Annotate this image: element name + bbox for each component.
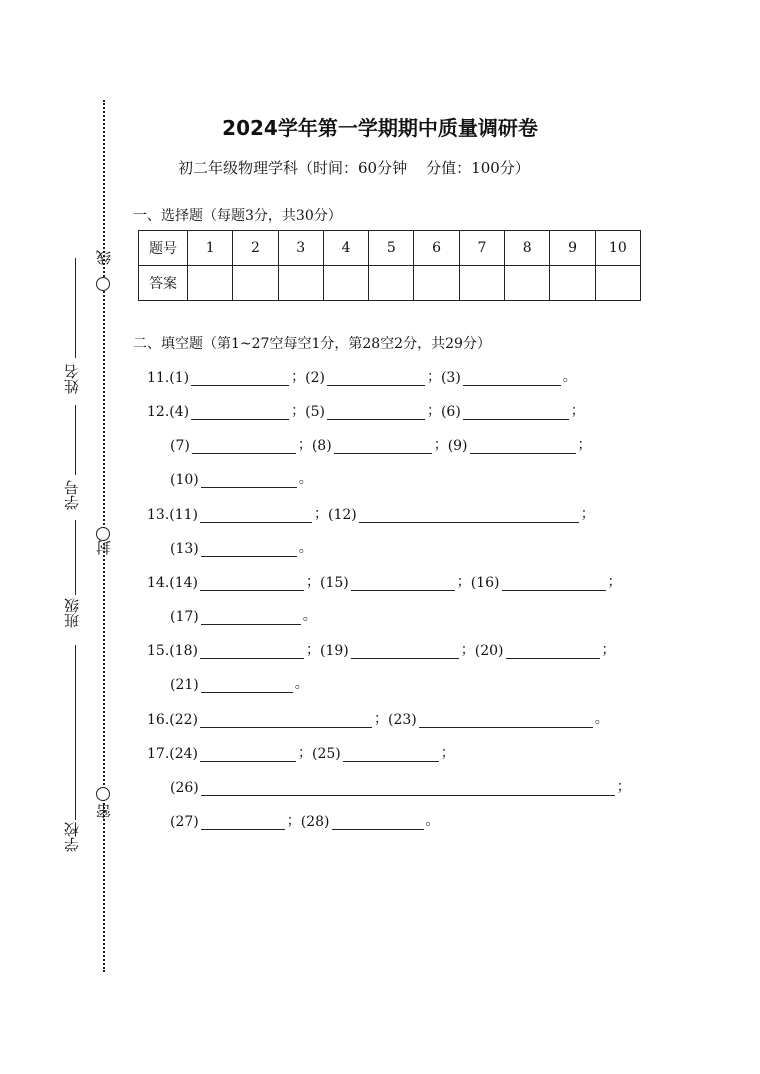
secret-mark: 密 [95, 804, 113, 819]
class-blank-line [75, 520, 76, 595]
blank-label: (12) [328, 507, 357, 523]
semicolon: ； [306, 642, 321, 658]
seal-circle-icon [96, 527, 110, 541]
semicolon: ； [601, 642, 616, 658]
period: 。 [302, 608, 317, 624]
answer-blank-14[interactable] [200, 576, 304, 591]
semicolon: ； [616, 779, 631, 795]
answer-blank-4[interactable] [191, 405, 289, 420]
semicolon: ； [286, 813, 301, 829]
blank-label: (2) [305, 370, 325, 386]
question-number: 14. [147, 575, 170, 591]
blank-label: (21) [170, 677, 199, 693]
answer-cell[interactable] [459, 266, 504, 301]
semicolon: ； [297, 437, 312, 453]
semicolon: ； [456, 574, 471, 590]
semicolon: ； [433, 437, 448, 453]
question-13-row [147, 503, 595, 523]
blank-label: (11) [169, 507, 199, 523]
answer-cell[interactable] [369, 266, 414, 301]
answer-blank-23[interactable] [419, 713, 593, 728]
question-number-cell: 8 [505, 231, 550, 266]
blank-label: (22) [169, 712, 199, 728]
seal-mark: 封 [95, 540, 113, 555]
question-15-row [147, 639, 616, 659]
section1-heading: 一、选择题（每题3分，共30分） [133, 208, 342, 224]
answer-blank-10[interactable] [201, 473, 297, 488]
semicolon: ； [426, 403, 441, 419]
semicolon: ； [577, 437, 592, 453]
question-12-row [147, 400, 585, 420]
question-number-cell: 9 [550, 231, 595, 266]
semicolon: ； [298, 745, 313, 761]
blank-label: (13) [170, 541, 199, 557]
semicolon: ； [440, 745, 455, 761]
answer-cell[interactable] [323, 266, 368, 301]
answer-blank-8[interactable] [334, 439, 432, 454]
answer-blank-6[interactable] [463, 405, 569, 420]
question-16-row [147, 708, 609, 728]
school-field-label: 学校 [63, 822, 81, 852]
question-14-row [147, 571, 622, 591]
answer-label: 答案 [139, 266, 188, 301]
answer-blank-15[interactable] [351, 576, 455, 591]
blank-label: (27) [170, 814, 199, 830]
period: 。 [294, 676, 309, 692]
question-number: 16. [147, 712, 170, 728]
blank-label: (9) [447, 438, 468, 454]
blank-label: (10) [170, 472, 199, 488]
answer-cell[interactable] [505, 266, 550, 301]
answer-blank-1[interactable] [191, 371, 289, 386]
question-number: 13. [147, 507, 170, 523]
answer-cell[interactable] [595, 266, 640, 301]
answer-cell[interactable] [550, 266, 595, 301]
answer-cell[interactable] [233, 266, 278, 301]
question-number: 17. [147, 746, 170, 762]
blank-label: (18) [169, 643, 199, 659]
answer-blank-17[interactable] [201, 610, 301, 625]
exam-subtitle: 初二年级物理学科（时间：60分钟 分值：100分） [178, 159, 530, 177]
semicolon: ； [291, 369, 306, 385]
answer-blank-5[interactable] [327, 405, 425, 420]
answer-blank-13[interactable] [201, 542, 297, 557]
semicolon: ； [607, 574, 622, 590]
blank-label: (4) [169, 404, 190, 420]
table-row [139, 266, 641, 301]
page-title: 2024学年第一学期期中质量调研卷 [222, 116, 538, 140]
semicolon: ； [460, 642, 475, 658]
question-17-row [147, 742, 455, 762]
blank-label: (1) [169, 370, 190, 386]
blank-label: (5) [305, 404, 325, 420]
answer-table [138, 230, 641, 301]
answer-blank-11[interactable] [200, 508, 312, 523]
question-17-row-3 [170, 810, 440, 830]
blank-label: (16) [470, 575, 500, 591]
question-11-row [147, 366, 577, 386]
question-number: 15. [147, 643, 170, 659]
blank-label: (6) [440, 404, 461, 420]
blank-label: (3) [440, 370, 461, 386]
answer-blank-2[interactable] [327, 371, 425, 386]
answer-blank-9[interactable] [470, 439, 576, 454]
blank-label: (20) [474, 643, 504, 659]
question-15-row-2 [170, 673, 309, 693]
answer-blank-16[interactable] [502, 576, 606, 591]
student-id-field-label: 学号 [63, 480, 81, 510]
table-row [139, 231, 641, 266]
question-number-cell: 1 [188, 231, 233, 266]
question-number-cell: 4 [323, 231, 368, 266]
blank-label: (15) [320, 575, 349, 591]
question-number: 12. [147, 404, 170, 420]
blank-label: (8) [311, 438, 332, 454]
blank-label: (26) [170, 780, 199, 796]
period: 。 [425, 813, 440, 829]
blank-label: (23) [388, 712, 417, 728]
blank-label: (24) [169, 746, 199, 762]
student-id-blank-line [75, 405, 76, 475]
answer-cell[interactable] [414, 266, 459, 301]
question-number-cell: 2 [233, 231, 278, 266]
blank-label: (25) [312, 746, 341, 762]
question-number-cell: 7 [459, 231, 504, 266]
question-number-cell: 3 [278, 231, 323, 266]
answer-blank-22[interactable] [200, 713, 372, 728]
semicolon: ； [426, 369, 441, 385]
question-number-cell: 5 [369, 231, 414, 266]
blank-label: (14) [169, 575, 199, 591]
school-blank-line [75, 645, 76, 820]
answer-blank-3[interactable] [463, 371, 561, 386]
semicolon: ； [374, 711, 389, 727]
period: 。 [562, 369, 577, 385]
question-number: 11. [147, 370, 170, 386]
answer-blank-28[interactable] [332, 815, 424, 830]
answer-blank-24[interactable] [200, 747, 296, 762]
question-number-cell: 6 [414, 231, 459, 266]
blank-label: (17) [170, 609, 199, 625]
answer-blank-7[interactable] [192, 439, 296, 454]
semicolon: ； [291, 403, 306, 419]
answer-cell[interactable] [188, 266, 233, 301]
blank-label: (28) [300, 814, 330, 830]
period: 。 [298, 540, 313, 556]
line-circle-icon [96, 277, 110, 291]
question-12-row-3 [170, 468, 313, 488]
class-field-label: 班级 [63, 598, 81, 628]
answer-blank-19[interactable] [351, 644, 459, 659]
period: 。 [298, 471, 313, 487]
answer-blank-21[interactable] [201, 678, 293, 693]
question-14-row-2 [170, 605, 317, 625]
question-17-row-2 [170, 776, 631, 796]
semicolon: ； [306, 574, 321, 590]
name-blank-line [75, 258, 76, 358]
period: 。 [594, 711, 609, 727]
secret-circle-icon [96, 787, 110, 801]
answer-blank-25[interactable] [343, 747, 439, 762]
question-number-cell: 10 [595, 231, 640, 266]
answer-blank-27[interactable] [201, 815, 285, 830]
semicolon: ； [580, 506, 595, 522]
line-mark: 线 [95, 250, 113, 265]
answer-blank-18[interactable] [200, 644, 304, 659]
question-13-row-2 [170, 537, 313, 557]
answer-blank-20[interactable] [506, 644, 600, 659]
name-field-label: 姓名 [63, 364, 81, 394]
blank-label: (19) [320, 643, 349, 659]
question-12-row-2 [170, 434, 592, 454]
answer-blank-12[interactable] [359, 508, 579, 523]
section2-heading: 二、填空题（第1~27空每空1分，第28空2分，共29分） [133, 336, 491, 352]
semicolon: ； [314, 506, 329, 522]
answer-blank-26[interactable] [201, 781, 615, 796]
question-number-label: 题号 [139, 231, 188, 266]
semicolon: ； [570, 403, 585, 419]
answer-cell[interactable] [278, 266, 323, 301]
blank-label: (7) [170, 438, 190, 454]
